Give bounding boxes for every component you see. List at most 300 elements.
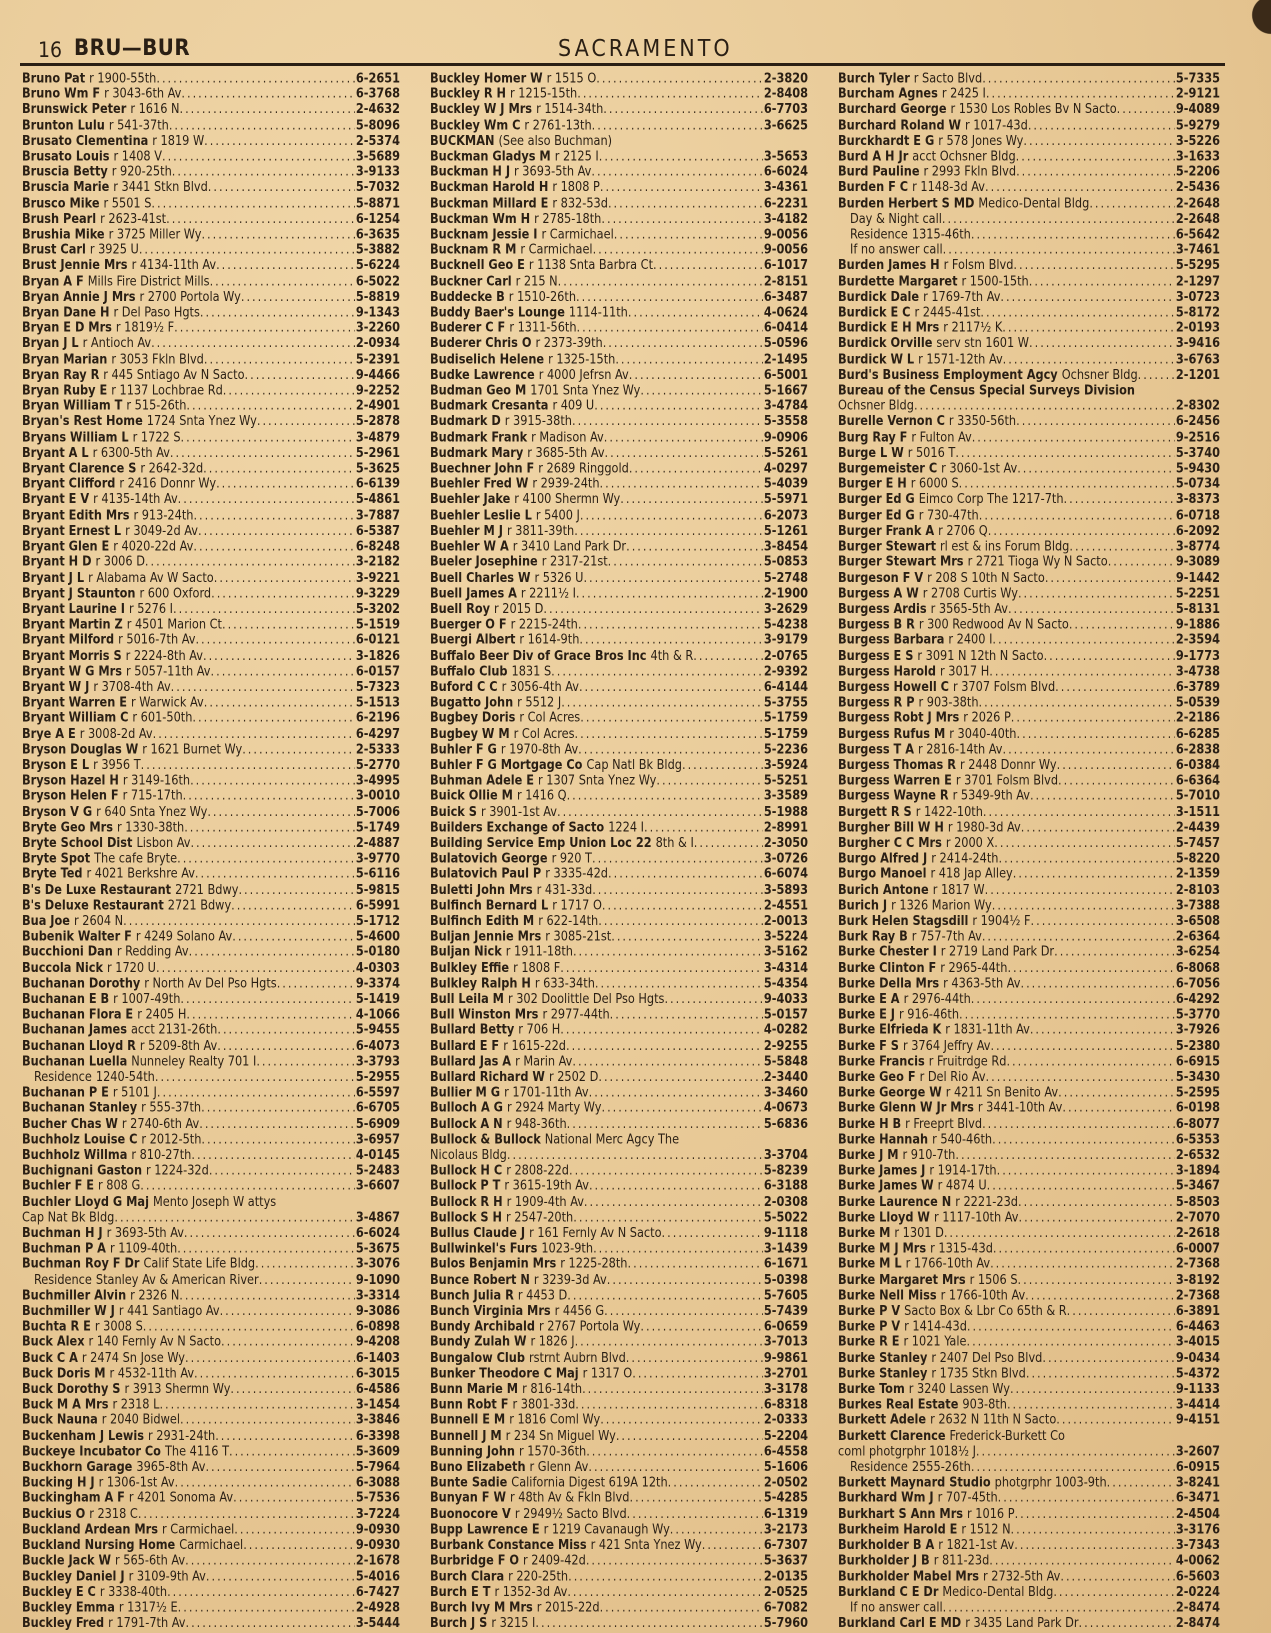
leader-dots bbox=[1045, 569, 1175, 585]
listing-entry bbox=[838, 850, 1220, 866]
leader-dots bbox=[1008, 601, 1175, 617]
listing-phone: 6-4586 bbox=[355, 1380, 400, 1397]
listing-phone: 2-1495 bbox=[763, 350, 808, 367]
listing-phone: 3-4784 bbox=[763, 397, 808, 414]
listing-phone: 2-0525 bbox=[763, 1583, 808, 1599]
listing-name: Bryan Dane H bbox=[22, 304, 110, 320]
listing-address: r 1352-3d Av bbox=[494, 1583, 568, 1599]
listing-name: Burgess Robt J Mrs bbox=[838, 709, 960, 726]
listing-address: 2555-26th bbox=[911, 1458, 971, 1475]
listing-entry bbox=[430, 70, 808, 86]
listing-name: Bullock R H bbox=[430, 1193, 503, 1209]
listing-name: Buck Alex bbox=[22, 1333, 85, 1350]
listing-phone: 9-4033 bbox=[763, 990, 808, 1006]
listing-name: Bruscia Betty bbox=[22, 163, 108, 180]
listing-name: Buell Charles W bbox=[430, 569, 531, 585]
listing-name: Burger Ed G bbox=[838, 491, 915, 507]
listing-entry bbox=[838, 1537, 1220, 1553]
listing-name: Bullock P T bbox=[430, 1177, 501, 1194]
leader-dots bbox=[138, 1505, 355, 1521]
listing-entry bbox=[430, 257, 808, 273]
listing-name: Bunn Robt F bbox=[430, 1396, 509, 1412]
listing-name: Buck Doris M bbox=[22, 1365, 106, 1381]
listing-address: r 1506 S bbox=[969, 1271, 1018, 1287]
listing-entry bbox=[838, 1459, 1220, 1475]
listing-name: Bundy Zulah W bbox=[430, 1333, 527, 1350]
listing-phone: 5-2748 bbox=[763, 569, 808, 585]
listing-address: r 1017-43d bbox=[965, 116, 1028, 133]
leader-dots bbox=[184, 819, 355, 835]
listing-name: Bupp Lawrence E bbox=[430, 1521, 540, 1537]
listing-entry bbox=[838, 273, 1220, 289]
leader-dots bbox=[608, 866, 763, 882]
listing-phone: 5-7032 bbox=[355, 179, 400, 195]
listing-entry bbox=[22, 288, 400, 304]
listing-address: r 1215-15th bbox=[510, 85, 578, 101]
listing-address: r 3615-19th Av bbox=[504, 1177, 589, 1194]
listing-address: r 4201 Sonoma Av bbox=[128, 1489, 234, 1506]
leader-dots bbox=[156, 70, 355, 86]
listing-phone: 3-2182 bbox=[355, 553, 400, 570]
listing-phone: 3-3846 bbox=[355, 1411, 400, 1428]
listing-address: r 3725 Miller Wy bbox=[108, 226, 202, 242]
leader-dots bbox=[155, 1069, 355, 1085]
listing-phone: 2-0765 bbox=[763, 647, 808, 663]
listing-address: r 3049-2d Av bbox=[125, 522, 198, 538]
leader-dots bbox=[1013, 257, 1174, 273]
listing-name: Bryan Marian bbox=[22, 350, 108, 367]
listing-name: Budmark D bbox=[430, 413, 501, 429]
listing-name: Buckenham J Lewis bbox=[22, 1427, 144, 1443]
listing-address: r 1717 O bbox=[552, 896, 602, 913]
listing-address: r 2448 Donnr Wy bbox=[959, 756, 1057, 772]
leader-dots bbox=[256, 1053, 355, 1069]
listing-name: Burbank Constance Miss bbox=[430, 1536, 587, 1553]
listing-address: 1315-46th bbox=[911, 226, 971, 242]
listing-address: r 600 Oxford bbox=[139, 584, 212, 601]
listing-phone: 4-0145 bbox=[355, 1146, 400, 1163]
listing-phone: 2-2618 bbox=[1175, 1224, 1220, 1241]
leader-dots bbox=[198, 522, 355, 538]
listing-name: Burden James H bbox=[838, 257, 940, 273]
listing-entry bbox=[22, 1412, 400, 1428]
listing-address: r 4874 U bbox=[937, 1177, 987, 1194]
listing-entry bbox=[22, 850, 400, 866]
listing-name: BUCKMAN bbox=[430, 132, 495, 148]
leader-dots bbox=[179, 101, 354, 117]
leader-dots bbox=[626, 1349, 763, 1365]
leader-dots bbox=[586, 1552, 763, 1568]
listing-address: r 4456 G bbox=[554, 1302, 605, 1319]
listing-phone: 3-8373 bbox=[1175, 491, 1220, 507]
listing-phone: 6-4463 bbox=[1175, 1318, 1220, 1334]
listing-entry bbox=[22, 1193, 400, 1209]
listing-address: r 3701 Folsm Blvd bbox=[955, 772, 1059, 788]
listing-entry bbox=[430, 179, 808, 195]
listing-address: r 2976-44th bbox=[903, 990, 971, 1006]
listing-address: r 2721 Tioga Wy N Sacto bbox=[967, 553, 1108, 570]
listing-entry bbox=[430, 1053, 808, 1069]
leader-dots bbox=[943, 1599, 1175, 1615]
listing-name: Buchman Roy F Dr bbox=[22, 1255, 140, 1272]
listing-entry bbox=[22, 320, 400, 336]
leader-dots bbox=[579, 679, 763, 695]
listing-entry bbox=[430, 273, 808, 289]
listing-entry bbox=[22, 803, 400, 819]
leader-dots bbox=[573, 944, 763, 960]
listing-name: Buchanan Luella bbox=[22, 1053, 128, 1069]
listing-address: r 1911-18th bbox=[505, 943, 573, 960]
listing-entry bbox=[838, 1521, 1220, 1537]
listing-entry bbox=[838, 476, 1220, 492]
listing-entry bbox=[22, 1427, 400, 1443]
listing-name: Burke George W bbox=[838, 1084, 942, 1100]
listing-entry bbox=[838, 320, 1220, 336]
listing-entry bbox=[22, 959, 400, 975]
listing-phone: 2-1297 bbox=[1175, 272, 1220, 289]
listing-name: Burd Pauline bbox=[838, 163, 920, 180]
listing-phone: 6-0121 bbox=[355, 631, 400, 648]
listing-phone: 5-4372 bbox=[1175, 1365, 1220, 1381]
leader-dots bbox=[568, 1568, 763, 1584]
listing-phone: 3-3076 bbox=[355, 1255, 400, 1272]
listing-phone: 5-5251 bbox=[763, 772, 808, 788]
listing-entry bbox=[838, 1069, 1220, 1085]
listing-entry bbox=[22, 164, 400, 180]
listing-name: Buchta R E bbox=[22, 1318, 91, 1334]
listing-phone: 5-3609 bbox=[355, 1443, 400, 1459]
listing-entry bbox=[838, 429, 1220, 445]
leader-dots bbox=[170, 444, 355, 460]
leader-dots bbox=[577, 86, 763, 102]
listing-entry bbox=[430, 351, 808, 367]
listing-address: r 2708 Curtis Wy bbox=[922, 584, 1018, 601]
listing-phone: 3-1511 bbox=[1175, 803, 1220, 819]
leader-dots bbox=[615, 351, 763, 367]
listing-name: Bryte Spot bbox=[22, 850, 91, 866]
listing-entry bbox=[838, 1225, 1220, 1241]
leader-dots bbox=[241, 288, 355, 304]
leader-dots bbox=[257, 413, 355, 429]
listing-name: Buchanan P E bbox=[22, 1084, 109, 1100]
listing-name: Burke M L bbox=[838, 1255, 902, 1272]
leader-dots bbox=[191, 1147, 355, 1163]
leader-dots bbox=[277, 975, 355, 991]
listing-phone: 4-0062 bbox=[1175, 1552, 1220, 1568]
listing-phone: 5-1988 bbox=[763, 803, 808, 819]
leader-dots bbox=[1058, 772, 1175, 788]
listing-name: Burch J S bbox=[430, 1614, 488, 1631]
listing-name: Budmark Cresanta bbox=[430, 397, 549, 414]
listing-entry bbox=[430, 850, 808, 866]
listing-phone: 5-7439 bbox=[763, 1302, 808, 1319]
listing-phone: 3-1439 bbox=[763, 1240, 808, 1256]
listing-entry bbox=[22, 538, 400, 554]
listing-phone: 6-7307 bbox=[763, 1536, 808, 1553]
listing-name: Bryan William T bbox=[22, 397, 123, 414]
listing-phone: 2-7070 bbox=[1175, 1209, 1220, 1225]
listing-address: r 2931-24th bbox=[147, 1427, 216, 1443]
listing-phone: 5-3675 bbox=[355, 1240, 400, 1256]
listing-phone: 3-9416 bbox=[1175, 335, 1220, 351]
listing-address: r 5016-7th Av bbox=[118, 631, 196, 648]
listing-entry bbox=[22, 413, 400, 429]
listing-entry bbox=[22, 210, 400, 226]
listing-name: Budmark Mary bbox=[430, 444, 524, 460]
listing-address: r 1808 F bbox=[513, 959, 561, 975]
listing-phone: 6-2231 bbox=[763, 194, 808, 211]
leader-dots bbox=[589, 1178, 763, 1194]
leader-dots bbox=[232, 928, 355, 944]
listing-address: photgrphr 1003-9th bbox=[994, 1474, 1107, 1490]
listing-entry bbox=[838, 819, 1220, 835]
listing-entry bbox=[430, 897, 808, 913]
listing-entry bbox=[22, 1599, 400, 1615]
leader-dots bbox=[205, 1459, 354, 1475]
listing-address: r 3240 Lassen Wy bbox=[908, 1380, 1010, 1397]
listing-entry bbox=[22, 257, 400, 273]
listing-name: Bryans William L bbox=[22, 428, 129, 445]
leader-dots bbox=[1057, 757, 1175, 773]
leader-dots bbox=[557, 803, 763, 819]
listing-entry bbox=[838, 101, 1220, 117]
listing-phone: 3-8454 bbox=[763, 538, 808, 554]
leader-dots bbox=[1025, 1287, 1175, 1303]
listing-phone: 3-9221 bbox=[355, 569, 400, 585]
listing-address: Stanley Av & American River bbox=[95, 1271, 259, 1287]
leader-dots bbox=[992, 1131, 1175, 1147]
leader-dots bbox=[1007, 1396, 1175, 1412]
listing-phone: 3-1454 bbox=[355, 1396, 400, 1412]
leader-dots bbox=[162, 148, 355, 164]
listing-name: Bryan's Rest Home bbox=[22, 413, 143, 429]
listing-address: r 2719 Land Park Dr bbox=[940, 943, 1055, 960]
listing-address: r 1021 Yale bbox=[903, 1333, 967, 1350]
listing-entry bbox=[838, 366, 1220, 382]
listing-phone: 3-3704 bbox=[763, 1146, 808, 1163]
listing-entry bbox=[838, 1053, 1220, 1069]
listing-address: r Marin Av bbox=[515, 1053, 573, 1069]
listing-phone: 2-7368 bbox=[1175, 1255, 1220, 1272]
listing-address: r 48th Av & Fkln Blvd bbox=[510, 1489, 630, 1506]
listing-address: r 1224-32d bbox=[146, 1162, 209, 1178]
listing-address: r 3441-10th Av bbox=[977, 1099, 1063, 1116]
listing-name: Buchholz Louise C bbox=[22, 1131, 138, 1147]
listing-address: r 2425 I bbox=[941, 85, 986, 101]
listing-phone: 6-6024 bbox=[763, 163, 808, 180]
page-tear bbox=[1241, 0, 1271, 50]
listing-phone: 3-5162 bbox=[763, 943, 808, 960]
listing-entry bbox=[430, 1490, 808, 1506]
listing-address: r 2040 Bidwel bbox=[101, 1411, 180, 1428]
leader-dots bbox=[153, 725, 355, 741]
listing-address: r 540-46th bbox=[932, 1131, 993, 1147]
listing-entry bbox=[838, 741, 1220, 757]
listing-phone: 2-4551 bbox=[763, 896, 808, 913]
listing-name: Buljan Nick bbox=[430, 943, 502, 960]
listing-address: Mills Fire District Mills bbox=[87, 272, 210, 289]
leader-dots bbox=[208, 179, 355, 195]
listing-entry bbox=[838, 1365, 1220, 1381]
listing-name: Burger Stewart bbox=[838, 538, 937, 554]
listing-name: Burkholder B A bbox=[838, 1536, 935, 1553]
listing-phone: 3-8241 bbox=[1175, 1474, 1220, 1490]
listing-phone: 9-0930 bbox=[355, 1536, 400, 1553]
listing-address: Sacto Box & Lbr Co 65th & R bbox=[904, 1302, 1067, 1319]
listing-name: Buck Nauna bbox=[22, 1411, 98, 1428]
leader-dots bbox=[1069, 616, 1175, 632]
listing-phone: 3-1894 bbox=[1175, 1162, 1220, 1178]
leader-dots bbox=[580, 710, 763, 726]
listing-phone: 3-5924 bbox=[763, 756, 808, 772]
listing-name: Burckhardt E G bbox=[838, 132, 935, 148]
listing-name: Buckeye Incubator Co bbox=[22, 1443, 161, 1459]
listing-name: Bryte School Dist bbox=[22, 834, 133, 850]
listing-phone: 9-2516 bbox=[1175, 428, 1220, 445]
listing-entry bbox=[430, 382, 808, 398]
listing-entry bbox=[22, 1287, 400, 1303]
listing-entry bbox=[430, 585, 808, 601]
listing-entry bbox=[838, 1256, 1220, 1272]
listing-address: r 810-27th bbox=[131, 1146, 192, 1163]
listing-phone: 5-3755 bbox=[763, 694, 808, 710]
leader-dots bbox=[1018, 1271, 1175, 1287]
listing-address: r Carmichael bbox=[162, 1521, 235, 1537]
listing-address: r 2502 D bbox=[548, 1068, 599, 1084]
listing-address: acct 2131-26th bbox=[130, 1021, 218, 1038]
leader-dots bbox=[1138, 366, 1175, 382]
leader-dots bbox=[201, 226, 354, 242]
listing-address: r Antioch Av bbox=[82, 335, 152, 351]
listing-entry bbox=[430, 1100, 808, 1116]
listing-name: Burch Ivy M Mrs bbox=[430, 1599, 533, 1615]
listing-name: Bunte Sadie bbox=[430, 1474, 508, 1490]
listing-entry bbox=[22, 928, 400, 944]
listing-entry bbox=[22, 569, 400, 585]
leader-dots bbox=[1054, 944, 1175, 960]
listing-address: r 2706 Q bbox=[938, 522, 988, 538]
listing-address: serv stn 1601 W bbox=[936, 335, 1029, 351]
listing-name: Buckle Jack W bbox=[22, 1552, 112, 1568]
listing-entry bbox=[430, 101, 808, 117]
leader-dots bbox=[990, 1256, 1175, 1272]
listing-address: r 3239-3d Av bbox=[533, 1271, 607, 1287]
listing-phone: 6-0157 bbox=[355, 662, 400, 679]
column-2 bbox=[430, 70, 808, 1630]
listing-phone: 5-8871 bbox=[355, 194, 400, 211]
listing-address: r 1808 P bbox=[552, 179, 600, 195]
listing-address: r 1330-38th bbox=[116, 818, 185, 835]
listing-name: Bryant W J bbox=[22, 678, 90, 694]
listing-name: Builders Exchange of Sacto bbox=[430, 818, 605, 835]
listing-name: Buckman Harold H bbox=[430, 179, 549, 195]
listing-entry bbox=[22, 647, 400, 663]
listing-address: r 578 Jones Wy bbox=[938, 132, 1024, 148]
leader-dots bbox=[592, 117, 763, 133]
listing-address: r 3040-40th bbox=[949, 725, 1017, 741]
listing-phone: 2-8151 bbox=[763, 272, 808, 289]
listing-address: r 1500-15th bbox=[961, 272, 1029, 289]
listing-phone: 5-9430 bbox=[1175, 460, 1220, 476]
listing-phone: 3-4414 bbox=[1175, 1396, 1220, 1412]
listing-name: Buck Dorothy S bbox=[22, 1380, 121, 1397]
listing-name: Burdick W L bbox=[838, 350, 915, 367]
listing-name: Burich J bbox=[838, 896, 888, 913]
listing-phone: 6-3789 bbox=[1175, 678, 1220, 694]
listing-phone: 6-2838 bbox=[1175, 740, 1220, 757]
listing-phone: 6-5001 bbox=[763, 366, 808, 382]
listing-phone: 2-9121 bbox=[1175, 85, 1220, 101]
listing-phone: 6-5597 bbox=[355, 1084, 400, 1100]
listing-phone: 3-0010 bbox=[355, 787, 400, 804]
leader-dots bbox=[983, 803, 1175, 819]
listing-entry bbox=[838, 507, 1220, 523]
listing-address: r 715-17th bbox=[122, 787, 183, 804]
listing-address: coml photgrphr 1018½ J bbox=[838, 1443, 976, 1459]
listing-phone: 3-4314 bbox=[763, 959, 808, 975]
listing-name: Bryan Annie J Mrs bbox=[22, 288, 136, 304]
listing-address: r 2326 N bbox=[130, 1287, 180, 1303]
listing-address: r 3008 S bbox=[94, 1318, 143, 1334]
listing-name: Bunnell E M bbox=[430, 1411, 506, 1428]
listing-entry bbox=[22, 975, 400, 991]
listing-phone: 2-1201 bbox=[1175, 366, 1220, 382]
leader-dots bbox=[181, 429, 355, 445]
listing-name: Burkes Real Estate bbox=[838, 1396, 959, 1412]
listing-address: r 903-38th bbox=[918, 694, 979, 710]
listing-address: r 161 Fernly Av N Sacto bbox=[529, 1224, 662, 1241]
leader-dots bbox=[183, 788, 355, 804]
listing-name: Burke P V bbox=[838, 1318, 901, 1334]
leader-dots bbox=[611, 928, 763, 944]
listing-phone: 6-3188 bbox=[763, 1177, 808, 1194]
listing-entry bbox=[838, 1505, 1220, 1521]
listing-entry bbox=[430, 507, 808, 523]
listing-address: r 2409-42d bbox=[523, 1552, 586, 1568]
page-range: BRU—BUR bbox=[74, 36, 191, 61]
listing-phone: 5-0853 bbox=[763, 553, 808, 570]
listing-entry bbox=[838, 351, 1220, 367]
listing-phone: 3-3460 bbox=[763, 1084, 808, 1100]
listing-entry bbox=[430, 1256, 808, 1272]
listing-name: Bunnell J M bbox=[430, 1427, 502, 1443]
leader-dots bbox=[998, 850, 1174, 866]
listing-address: r 4100 Shermn Wy bbox=[514, 491, 621, 507]
leader-dots bbox=[985, 179, 1175, 195]
listing-entry bbox=[430, 1349, 808, 1365]
listing-name: Budmark Frank bbox=[430, 428, 528, 445]
listing-address: r 1831-11th Av bbox=[945, 1021, 1030, 1038]
listing-name: Residence bbox=[34, 1271, 92, 1287]
listing-address: rl est & ins Forum Bldg bbox=[940, 538, 1070, 554]
listing-name: Burkett Clarence bbox=[838, 1427, 946, 1443]
leader-dots bbox=[959, 476, 1175, 492]
listing-address: r 1219 Cavanaugh Wy bbox=[543, 1521, 670, 1537]
listing-phone: 9-1442 bbox=[1175, 569, 1220, 585]
listing-phone: 6-7082 bbox=[763, 1599, 808, 1615]
listing-entry bbox=[430, 148, 808, 164]
listing-name: Buell James A bbox=[430, 584, 517, 601]
listing-entry bbox=[430, 1552, 808, 1568]
listing-entry bbox=[22, 304, 400, 320]
listing-address: r 1007-49th bbox=[113, 990, 181, 1006]
listing-name: Burgess Thomas R bbox=[838, 756, 956, 772]
listing-entry bbox=[838, 1084, 1220, 1100]
listing-phone: 6-6074 bbox=[763, 865, 808, 882]
listing-name: Buick S bbox=[430, 803, 477, 819]
listing-phone: 5-1419 bbox=[355, 990, 400, 1006]
listing-phone: 5-5295 bbox=[1175, 257, 1220, 273]
